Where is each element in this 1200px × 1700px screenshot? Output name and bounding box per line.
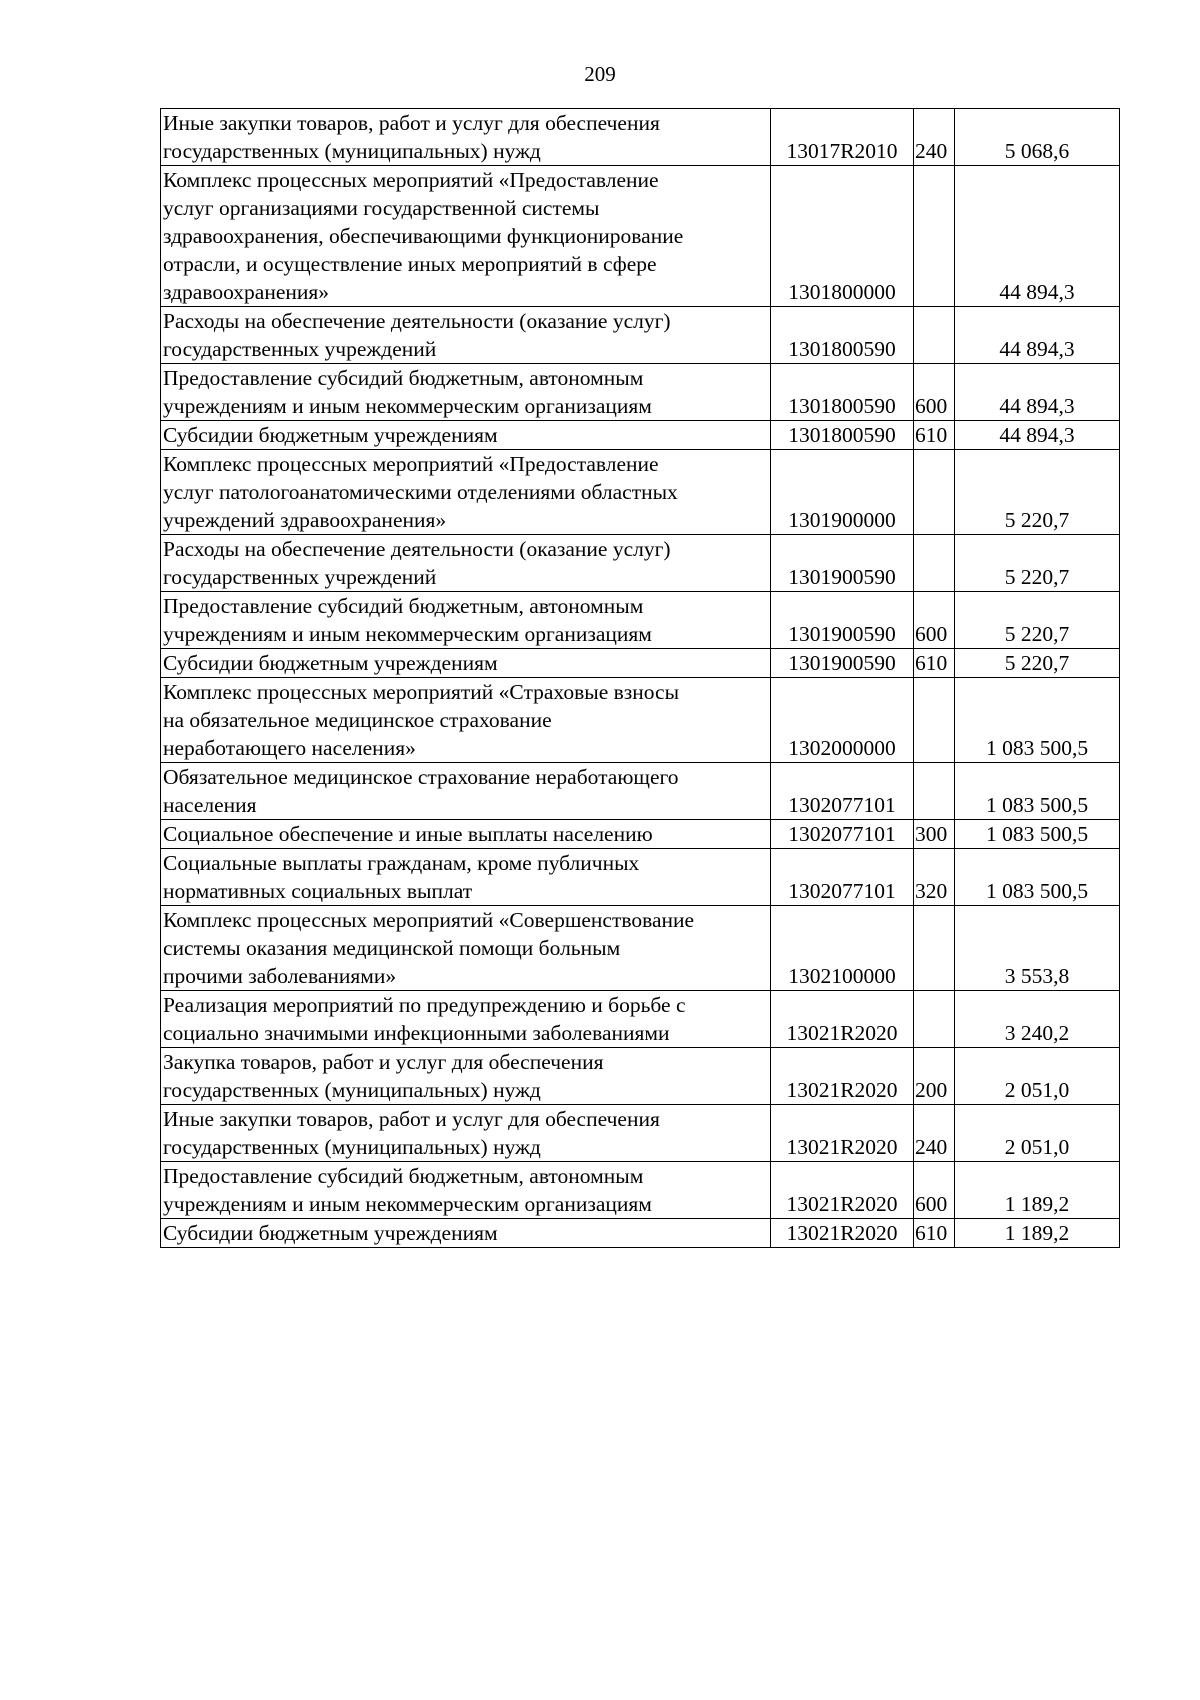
target-article-code-cell: 1301800590: [771, 364, 914, 421]
expense-name-cell: Субсидии бюджетным учреждениям: [161, 649, 771, 678]
expense-name-cell: Субсидии бюджетным учреждениям: [161, 1219, 771, 1248]
target-article-code-cell: 13021R2020: [771, 1162, 914, 1219]
amount-cell: 44 894,3: [955, 307, 1120, 364]
table-row: [161, 364, 1120, 421]
table-row: [161, 849, 1120, 906]
amount-cell: 5 220,7: [955, 535, 1120, 592]
target-article-code-cell: 1302077101: [771, 849, 914, 906]
expense-type-code-cell: [914, 906, 955, 991]
expense-name-cell: Комплекс процессных мероприятий «Страховые взносы на обязательное медицинское страхование неработающего населения»: [161, 678, 771, 763]
target-article-code-cell: 1302077101: [771, 763, 914, 820]
amount-cell: 1 083 500,5: [955, 820, 1120, 849]
target-article-code-cell: 1301900590: [771, 535, 914, 592]
table-row: [161, 421, 1120, 450]
table-row: [161, 592, 1120, 649]
amount-cell: 44 894,3: [955, 364, 1120, 421]
expense-name-cell: Субсидии бюджетным учреждениям: [161, 421, 771, 450]
table-body: [161, 109, 1120, 1248]
table-row: [161, 535, 1120, 592]
target-article-code-cell: 1301800590: [771, 421, 914, 450]
expense-type-code-cell: 610: [914, 1219, 955, 1248]
expense-type-code-cell: 240: [914, 1105, 955, 1162]
expense-type-code-cell: 610: [914, 649, 955, 678]
expense-type-code-cell: [914, 763, 955, 820]
expense-type-code-cell: [914, 166, 955, 307]
expense-type-code-cell: [914, 991, 955, 1048]
target-article-code-cell: 1301900000: [771, 450, 914, 535]
expense-name-cell: Обязательное медицинское страхование неработающего населения: [161, 763, 771, 820]
table-row: [161, 991, 1120, 1048]
expense-name-cell: Закупка товаров, работ и услуг для обеспечения государственных (муниципальных) нужд: [161, 1048, 771, 1105]
amount-cell: 3 553,8: [955, 906, 1120, 991]
amount-cell: 5 220,7: [955, 592, 1120, 649]
expense-name-cell: Расходы на обеспечение деятельности (оказание услуг) государственных учреждений: [161, 307, 771, 364]
amount-cell: 1 189,2: [955, 1219, 1120, 1248]
target-article-code-cell: 1301900590: [771, 649, 914, 678]
amount-cell: 44 894,3: [955, 421, 1120, 450]
target-article-code-cell: 1301900590: [771, 592, 914, 649]
amount-cell: 1 083 500,5: [955, 849, 1120, 906]
budget-table: [160, 108, 1120, 1248]
target-article-code-cell: 13021R2020: [771, 1105, 914, 1162]
expense-type-code-cell: 610: [914, 421, 955, 450]
expense-name-cell: Предоставление субсидий бюджетным, автономным учреждениям и иным некоммерческим организациям: [161, 592, 771, 649]
amount-cell: 1 083 500,5: [955, 678, 1120, 763]
target-article-code-cell: 1302077101: [771, 820, 914, 849]
expense-name-cell: Расходы на обеспечение деятельности (оказание услуг) государственных учреждений: [161, 535, 771, 592]
table-row: [161, 1162, 1120, 1219]
expense-type-code-cell: 300: [914, 820, 955, 849]
amount-cell: 1 083 500,5: [955, 763, 1120, 820]
table-row: [161, 763, 1120, 820]
table-row: [161, 906, 1120, 991]
expense-name-cell: Предоставление субсидий бюджетным, автономным учреждениям и иным некоммерческим организациям: [161, 1162, 771, 1219]
table-row: [161, 649, 1120, 678]
amount-cell: 1 189,2: [955, 1162, 1120, 1219]
expense-name-cell: Иные закупки товаров, работ и услуг для обеспечения государственных (муниципальных) нужд: [161, 1105, 771, 1162]
expense-type-code-cell: 600: [914, 1162, 955, 1219]
target-article-code-cell: 13017R2010: [771, 109, 914, 166]
expense-type-code-cell: [914, 307, 955, 364]
table-row: [161, 307, 1120, 364]
target-article-code-cell: 1302000000: [771, 678, 914, 763]
amount-cell: 2 051,0: [955, 1048, 1120, 1105]
expense-type-code-cell: [914, 450, 955, 535]
amount-cell: 2 051,0: [955, 1105, 1120, 1162]
amount-cell: 5 220,7: [955, 450, 1120, 535]
table-row: [161, 678, 1120, 763]
table-row: [161, 820, 1120, 849]
expense-name-cell: Иные закупки товаров, работ и услуг для обеспечения государственных (муниципальных) нужд: [161, 109, 771, 166]
table-row: [161, 1048, 1120, 1105]
target-article-code-cell: 1301800590: [771, 307, 914, 364]
expense-type-code-cell: 600: [914, 592, 955, 649]
expense-type-code-cell: [914, 535, 955, 592]
expense-type-code-cell: 200: [914, 1048, 955, 1105]
table-row: [161, 109, 1120, 166]
target-article-code-cell: 13021R2020: [771, 991, 914, 1048]
amount-cell: 5 068,6: [955, 109, 1120, 166]
target-article-code-cell: 1301800000: [771, 166, 914, 307]
amount-cell: 5 220,7: [955, 649, 1120, 678]
page-number: 209: [584, 62, 616, 86]
table-row: [161, 1219, 1120, 1248]
expense-name-cell: Предоставление субсидий бюджетным, автономным учреждениям и иным некоммерческим организациям: [161, 364, 771, 421]
target-article-code-cell: 13021R2020: [771, 1219, 914, 1248]
expense-type-code-cell: 600: [914, 364, 955, 421]
expense-name-cell: Комплекс процессных мероприятий «Предоставление услуг патологоанатомическими отделениями областных учреждений здравоохранения»: [161, 450, 771, 535]
target-article-code-cell: 13021R2020: [771, 1048, 914, 1105]
expense-type-code-cell: 240: [914, 109, 955, 166]
table-row: [161, 450, 1120, 535]
table-row: [161, 166, 1120, 307]
target-article-code-cell: 1302100000: [771, 906, 914, 991]
amount-cell: 44 894,3: [955, 166, 1120, 307]
expense-type-code-cell: 320: [914, 849, 955, 906]
table-row: [161, 1105, 1120, 1162]
expense-name-cell: Социальное обеспечение и иные выплаты населению: [161, 820, 771, 849]
amount-cell: 3 240,2: [955, 991, 1120, 1048]
expense-name-cell: Комплекс процессных мероприятий «Предоставление услуг организациями государственной системы здравоохранения, обеспечивающими функционирование отрасли, и осуществление иных мероприятий в сфере здравоохранения»: [161, 166, 771, 307]
expense-name-cell: Социальные выплаты гражданам, кроме публичных нормативных социальных выплат: [161, 849, 771, 906]
expense-type-code-cell: [914, 678, 955, 763]
expense-name-cell: Реализация мероприятий по предупреждению и борьбе с социально значимыми инфекционными заболеваниями: [161, 991, 771, 1048]
expense-name-cell: Комплекс процессных мероприятий «Совершенствование системы оказания медицинской помощи больным прочими заболеваниями»: [161, 906, 771, 991]
